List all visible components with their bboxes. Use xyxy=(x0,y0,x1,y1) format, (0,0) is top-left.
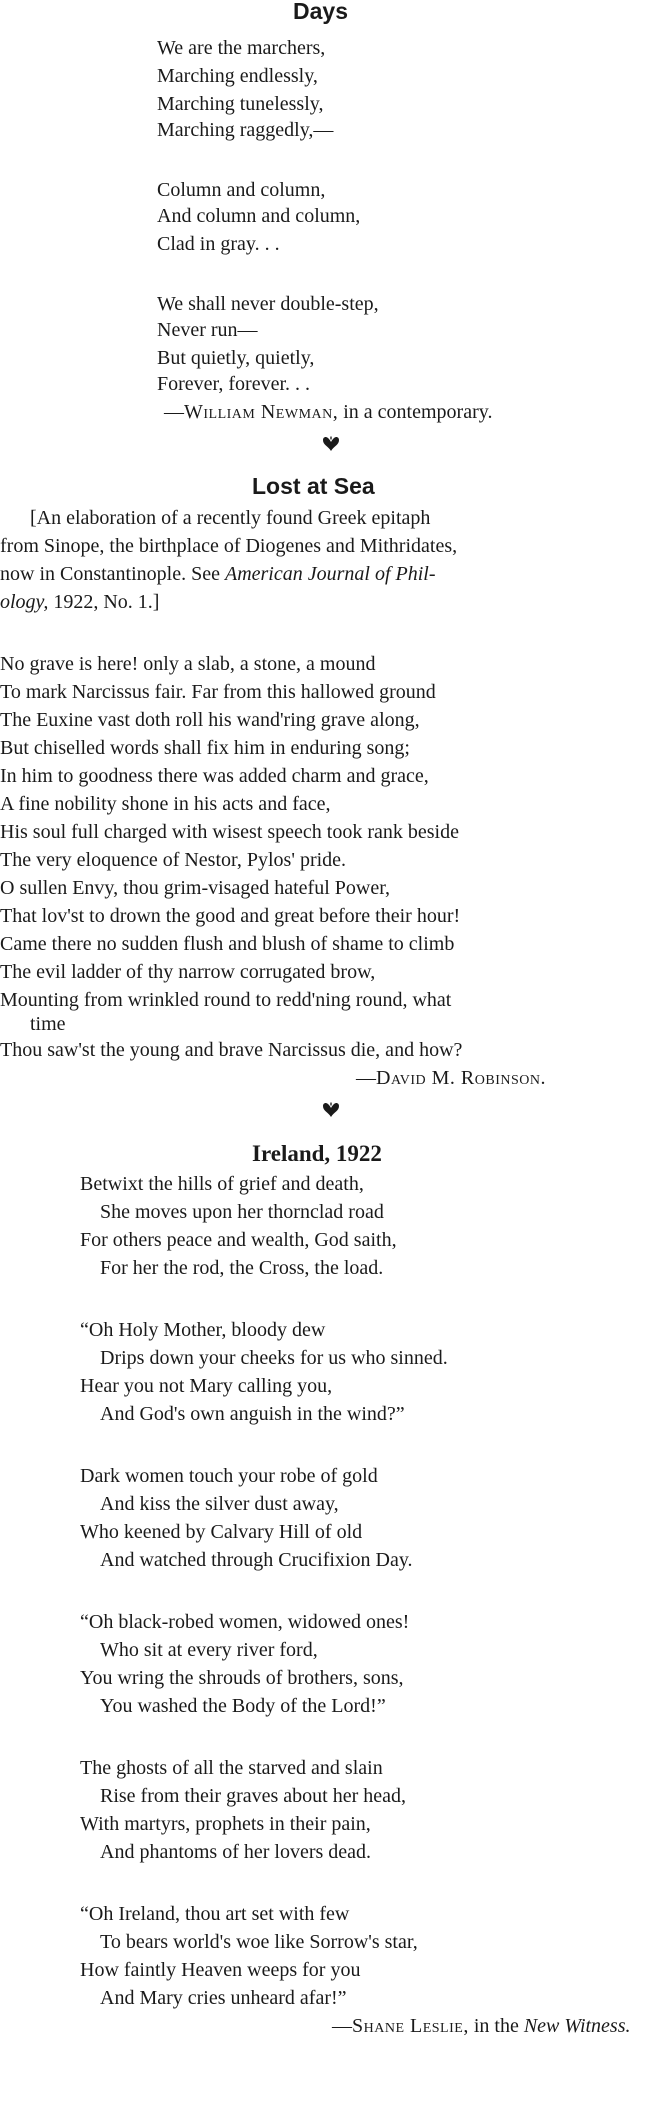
poem-line: You wring the shrouds of brothers, sons, xyxy=(80,1667,404,1689)
poem-line: Who sit at every river ford, xyxy=(100,1639,318,1661)
poem-line: The ghosts of all the starved and slain xyxy=(80,1757,383,1779)
poem-line: Drips down your cheeks for us who sinned. xyxy=(100,1347,448,1369)
author-name: William Newman, xyxy=(184,401,339,423)
poem-line: The very eloquence of Nestor, Pylos' pride. xyxy=(0,849,347,871)
poem-line: And God's own anguish in the wind?” xyxy=(100,1403,405,1425)
days-attribution xyxy=(164,400,492,424)
poem-line: That lov'st to drown the good and great before their hour! xyxy=(0,905,461,927)
days-line: Clad in gray. . . xyxy=(157,233,280,255)
lost-at-sea-title: Lost at Sea xyxy=(252,473,375,499)
intro-line xyxy=(0,590,159,614)
fleuron-icon xyxy=(320,1100,342,1118)
source-text: in a contemporary. xyxy=(338,401,493,423)
poem-line: And Mary cries unheard afar!” xyxy=(100,1987,347,2009)
intro-text: 1922, No. 1.] xyxy=(48,591,160,613)
poem-line: In him to goodness there was added charm and grace, xyxy=(0,765,429,787)
poem-line: To bears world's woe like Sorrow's star, xyxy=(100,1931,418,1953)
poem-line: She moves upon her thornclad road xyxy=(100,1201,384,1223)
attribution-dash: — xyxy=(164,401,184,423)
days-line: Column and column, xyxy=(157,179,326,201)
intro-line: from Sinope, the birthplace of Diogenes and Mithridates, xyxy=(0,535,458,557)
poem-line: “Oh black-robed women, widowed ones! xyxy=(80,1611,410,1633)
poem-line: And watched through Crucifixion Day. xyxy=(100,1549,413,1571)
author-name: Shane Leslie, xyxy=(352,2015,469,2037)
intro-line xyxy=(0,562,436,586)
poem-line: A fine nobility shone in his acts and face, xyxy=(0,793,331,815)
days-line: And column and column, xyxy=(157,205,361,227)
source-text: in the xyxy=(468,2015,524,2037)
poem-line: For her the rod, the Cross, the load. xyxy=(100,1257,384,1279)
fleuron-icon xyxy=(320,434,342,452)
poem-line: And phantoms of her lovers dead. xyxy=(100,1841,372,1863)
days-line: Marching raggedly,— xyxy=(157,119,334,141)
journal-title: ology, xyxy=(0,591,49,613)
days-line: Marching endlessly, xyxy=(157,65,318,87)
ireland-attribution xyxy=(332,2014,631,2038)
poem-line: With martyrs, prophets in their pain, xyxy=(80,1813,371,1835)
poem-line: His soul full charged with wisest speech took rank beside xyxy=(0,821,459,843)
attribution-dash: — xyxy=(356,1067,376,1089)
poem-line: How faintly Heaven weeps for you xyxy=(80,1959,361,1981)
poem-line: “Oh Holy Mother, bloody dew xyxy=(80,1319,326,1341)
lost-at-sea-attribution xyxy=(356,1066,546,1090)
attribution-dash: — xyxy=(332,2015,352,2037)
days-line: We are the marchers, xyxy=(157,37,326,59)
poem-line: But chiselled words shall fix him in enduring song; xyxy=(0,737,410,759)
poem-line: The evil ladder of thy narrow corrugated brow, xyxy=(0,961,376,983)
poem-line: The Euxine vast doth roll his wand'ring grave along, xyxy=(0,709,420,731)
poem-line: For others peace and wealth, God saith, xyxy=(80,1229,397,1251)
poem-line: time xyxy=(30,1013,66,1035)
poem-line: Who keened by Calvary Hill of old xyxy=(80,1521,363,1543)
poem-line: O sullen Envy, thou grim-visaged hateful Power, xyxy=(0,877,391,899)
days-title: Days xyxy=(293,0,348,24)
poem-line: Thou saw'st the young and brave Narcissus die, and how? xyxy=(0,1039,463,1061)
poem-line: Dark women touch your robe of gold xyxy=(80,1465,378,1487)
poem-line: And kiss the silver dust away, xyxy=(100,1493,339,1515)
journal-title: American Journal of Phil- xyxy=(224,563,436,585)
days-line: Never run— xyxy=(157,319,258,341)
days-line: Marching tunelessly, xyxy=(157,93,324,115)
days-line: But quietly, quietly, xyxy=(157,347,315,369)
days-line: We shall never double-step, xyxy=(157,293,379,315)
poem-line: Came there no sudden flush and blush of shame to climb xyxy=(0,933,455,955)
poem-line: You washed the Body of the Lord!” xyxy=(100,1695,386,1717)
journal-title: New Witness. xyxy=(523,2015,631,2037)
author-name: David M. Robinson. xyxy=(376,1067,546,1089)
poem-line: “Oh Ireland, thou art set with few xyxy=(80,1903,350,1925)
poem-line: Betwixt the hills of grief and death, xyxy=(80,1173,364,1195)
intro-text: now in Constantinople. See xyxy=(0,563,225,585)
poem-line: To mark Narcissus fair. Far from this hallowed ground xyxy=(0,681,436,703)
days-line: Forever, forever. . . xyxy=(157,373,311,395)
poem-line: No grave is here! only a slab, a stone, a mound xyxy=(0,653,376,675)
intro-line: [An elaboration of a recently found Greek epitaph xyxy=(30,507,431,529)
poem-line: Hear you not Mary calling you, xyxy=(80,1375,333,1397)
ireland-title: Ireland, 1922 xyxy=(252,1141,382,1166)
poem-line: Rise from their graves about her head, xyxy=(100,1785,407,1807)
poem-line: Mounting from wrinkled round to redd'ning round, what xyxy=(0,989,452,1011)
